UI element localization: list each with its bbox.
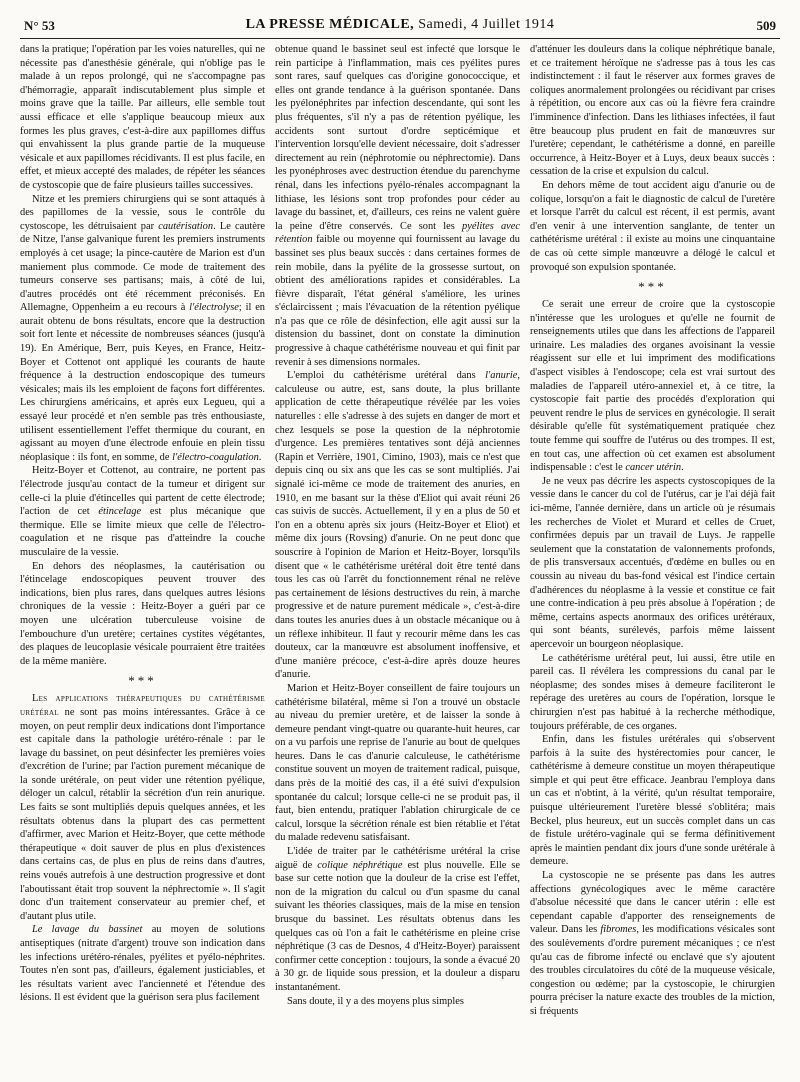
paragraph: Les applications thérapeutiques du cathétérisme urétéral ne sont pas moins intéressantes. Grâce à ce moyen, on peut remplir deux indications dont l'importance est capitale dans la pathologie urétéro-rénale : par le lavage du bassinet, on peut désinfecter les premières voies d'excrétion de l'urine; par l'action purement mécanique de la sonde urétérale, on peut vider une rétention pyélique, déloger un calcul, rétablir la sécrétion d'un rein anurique. Les faits se sont multipliés depuis quelques années, et les résultats obtenus dans la plupart des cas permettent d'affirmer, avec Marion et Heitz-Boyer, que cette méthode thérapeutique « doit sauver de plus en plus d'existences dans certains cas, de plus en plus de reins dans d'autres, reins voués autrefois à une destruction progressive et dont l'aboutissant était trop souvent la néphrectomie ». Il s'agit donc d'un traitement conservateur au premier chef, et d'autant plus utile.: [20, 693, 265, 922]
page-header: [20, 14, 780, 39]
paragraph: Heitz-Boyer et Cottenot, au contraire, ne portent pas l'électrode jusqu'au contact de la tumeur et dirigent sur celle-ci la pluie d'étincelles qui partent de cette électrode; l'action de cet étincelage est plus mécanique que thermique. Elle se limite mieux que celle de l'électro-coagulation et ne risque pas d'atteindre la couche musculaire de la vessie.: [20, 465, 265, 558]
page-number: 509: [756, 18, 776, 33]
paragraph: Marion et Heitz-Boyer conseillent de faire toujours un cathétérisme bilatéral, même si l'on a trouvé un obstacle au niveau du premier uretère, et de laisser la sonde à demeure pendant vingt-quatre ou quarante-huit heures, car on a vu parfois une reprise de l'anurie au bout de quelques heures. Dans le cas d'anurie calculeuse, le cathétérisme constitue souvent un moyen de traitement radical, puisque, dans près de la moitié des cas, il a été suivi d'expulsion spontanée du calcul; lorsque celle-ci ne se produit pas, il faut, bien entendu, pratiquer l'ablation chirurgicale de ce calcul, lorsque la sécrétion rénale est bien rétablie et l'état du malade redevenu satisfaisant.: [275, 682, 520, 844]
paragraph: obtenue quand le bassinet seul est infecté que lorsque le rein participe à l'inflammation, mais ces pyélites pures sont rares, sauf quelques cas d'origine gonococcique, et elles ont grande tendance à la guérison spontanée. Dans les pyélonéphrites par infection descendante, qui sont les plus fréquentes, s'il n'y a pas de rétention pyélique, les accidents sont surtout d'ordre septicémique et l'intervention lorsqu'elle devient nécessaire, doit s'adresser directement au rein (néphrotomie ou néphrectomie). Dans les pyonéphroses avec destruction étendue du parenchyme rénal, dans les infections pyélo-rénales accompagnant la lithiase, les lésions sont trop profondes pour céder au lavage du bassinet, et, d'ailleurs, ces reins ne valent guère la peine d'être conservés. Ce sont les pyélites avec rétention faible ou moyenne qui fournissent au lavage du bassinet ses plus beaux succès : dans certaines formes de rein mobile, dans la pyélite de la grossesse surtout, on obtient des améliorations rapides et considérables. La fièvre disparaît, l'état général s'améliore, les urines s'éclaircissent ; mais l'évacuation de la rétention pyélique n'a pas que ce rôle de désinfection, elle agit aussi sur la distension du bassinet, dont on constate la diminution progressive à chaque cathétérisme nouveau et qui finit par revenir à ses dimensions normales.: [275, 44, 520, 368]
paragraph: d'atténuer les douleurs dans la colique néphrétique banale, et ce traitement héroïque ne s'adresse pas à tous les cas indistinctement : il faut le réserver aux formes graves de coliques anormalement prolongées ou récidivant par crises à répétition, ou encore aux cas où la fièvre fera craindre l'imminence d'infection. Dans les lithiases infectées, il faut être beaucoup plus prudent en fait de manœuvres sur l'uretère; cependant, le cathétérisme a donné, en pareille occurrence, à Heitz-Boyer et à Luys, deux beaux succès : cessation de la crise et expulsion du calcul.: [530, 44, 775, 178]
masthead: [20, 17, 780, 33]
paragraph: En dehors même de tout accident aigu d'anurie ou de colique, lorsqu'on a fait le diagnostic de calcul de l'uretère et lorsque l'arrêt du calcul est récent, il est permis, avant d'en venir à une intervention sanglante, de tenter un cathétérisme urétéral : il existe au moins une cinquantaine de cas où cette simple manœuvre a délogé le calcul et provoqué son expulsion spontanée.: [530, 179, 775, 273]
column-2: [275, 43, 520, 1079]
paragraph: Sans doute, il y a des moyens plus simples: [287, 995, 464, 1007]
issue-number: N° 53: [24, 18, 55, 33]
column-1: [20, 43, 265, 1079]
paragraph: Le lavage du bassinet au moyen de solutions antiseptiques (nitrate d'argent) trouve son indication dans les infections urétéro-rénales, pyélites et pyélo-néphrites. Toutes n'en sont pas, d'ailleurs, également justiciables, et les résultats varient avec l'ancienneté et l'étendue des lésions. Il est évident que la guérison sera plus facilement: [20, 924, 265, 1004]
paragraph: Enfin, dans les fistules urétérales qui s'observent parfois à la suite des hystérectomies pour cancer, le cathétérisme à demeure constitue un moyen thérapeutique simple et qui peut être efficace. Jeanbrau l'employa dans un cas et n'obtint, à la vérité, qu'un résultat temporaire, puisque ultérieurement l'uretère blessé s'oblitéra; mais Beckel, plus heureux, eut un succès complet dans un cas de fistule urétéro-vaginale qui se ferma définitivement après le maintien pendant dix jours d'une sonde urétérale à demeure.: [530, 734, 775, 868]
columns: [20, 43, 780, 1079]
journal-name: LA PRESSE MÉDICALE,: [245, 17, 415, 32]
paragraph: En dehors des néoplasmes, la cautérisation ou l'étincelage endoscopiques peuvent trouver des indications, bien plus rares, dans quelques autres lésions chroniques de la vessie : Heitz-Boyer a guéri par ce moyen une ulcération tuberculeuse voisine de l'embouchure d'un uretère; certaines cystites végétantes, des plaques de leucoplasie vésicale pourraient être traitées de la même manière.: [20, 560, 265, 667]
paragraph: L'emploi du cathétérisme urétéral dans l'anurie, calculeuse ou autre, est, sans doute, la plus brillante application de cette thérapeutique révélée par les voies naturelles : elle s'adresse à des sujets en danger de mort et chez lesquels se pose la question de la néphrotomie d'urgence. Les premières tentatives sont déjà anciennes (Rapin et Verrière, 1901, Cimino, 1903), mais ce n'est que depuis cinq ou six ans que les cas se sont multipliés. J'ai signalé ici-même ce mode de traitement des anuries, en 1910, en me basant sur la thèse d'Eliot qui avait réuni 26 cas suivis de succès. Actuellement, il y en a plus de 50 et l'on en a obtenu après six jours (Heitz-Boyer et Eliot) et même dix jours (Rovsing) d'anurie. On ne peut donc que souscrire à l'opinion de Marion et Heitz-Boyer, lorsqu'ils disent que « le cathétérisme urétéral doit être tenté dans tous les cas où l'arrêt du fonctionnement rénal ne relève pas certainement de lésions destructives du rein, à marche progressive et de nature purement médicale », c'est-à-dire dans toutes les anuries dues à un obstacle mécanique ou à un réflexe inhibiteur. Il faut y recourir même dans les cas douteux, car la manœuvre est absolument inoffensive, et d'une manière précoce, c'est-à-dire après douze heures d'anurie.: [275, 370, 520, 681]
section-separator: ***: [128, 673, 157, 689]
paragraph: Ce serait une erreur de croire que la cystoscopie n'intéresse que les urologues et qu'elle ne fournit de renseignements utiles que dans les affections de l'appareil urinaire. Les maladies des organes avoisinant la vessie réagissent sur elle et lui impriment des modifications d'aspect visibles à l'endoscope; cela est vrai surtout des maladies de l'appareil utéro-annexiel et, à ce titre, la cystoscopie fait partie des procédés d'exploration qui peuvent rendre le plus de services en gynécologie. Il serait désirable qu'elle fût systématiquement pratiquée chez toute femme qui souffre de l'utérus ou des trompes. Il est, en tout cas, une affection où cet examen est absolument indispensable : c'est le cancer utérin.: [530, 299, 775, 474]
column-3: [530, 43, 775, 1079]
paragraph: Nitze et les premiers chirurgiens qui se sont attaqués à des papillomes de la vessie, sous le contrôle du cystoscope, les détruisaient par cautérisation. Le cautère de Nitze, l'anse galvanique furent les premiers instruments employés à cet usage; la pince-cautère de Marion est d'un maniement plus commode. Ce mode de traitement des tumeurs conserve ses partisans; mais, à côté de lui, d'autres procédés ont été récemment préconisés. En Allemagne, Oppenheim a eu recours à l'électrolyse; il en aurait obtenu de bons résultats, encore que la destruction soit fort lente et nécessite de nombreuses séances (jusqu'à 19). En Amérique, Berr, puis Keyes, en France, Heitz-Boyer et Cottenot ont appliqué les courants de haute fréquence à la destruction endoscopique des tumeurs vésicales; mais ils les emploient de façons fort différentes. Les chirurgiens américains, et après eux Legueu, qui a essayé leur procédé et n'en semble pas très enthousiaste, utilisent essentiellement l'effet thermique du courant, en agissant au moyen d'une électrode enfouie en plein tissu néoplasique : ils font, en somme, de l'électro-coagulation.: [20, 193, 265, 463]
paragraph: Le cathétérisme urétéral peut, lui aussi, être utile en pareil cas. Il révélera les compressions du canal par le néoplasme; des sondes mises à demeure faciliteront le repérage des uretères au cours de l'opération, lorsque le chirurgien n'est pas habitué à la recherche méthodique, toujours préférable, de ces organes.: [530, 652, 775, 732]
paragraph: dans la pratique; l'opération par les voies naturelles, qui ne nécessite pas d'anesthésie générale, qui n'oblige pas le malade à un repos prolongé, qui ne s'accompagne pas d'hémorragie, apparaît indiscutablement plus simple et moins grave que la taille. Par ailleurs, elle semble tout aussi efficace et elle s'applique beaucoup mieux aux formes les plus graves, c'est-à-dire aux papillomes diffus qui envahissent la plus grande partie de la muqueuse vésicale et aux papillomes récidivants. Il est plus facile, en effet, et mieux accepté des malades, de répéter les séances de cystoscopie que de faire plusieurs tailles successives.: [20, 44, 265, 191]
paragraph: La cystoscopie ne se présente pas dans les autres affections gynécologiques avec le même caractère d'absolue nécessité que dans le cancer utérin : elle est cependant capable d'apporter des renseignements de valeur. Dans les fibromes, les modifications vésicales sont des soulèvements d'ordre purement mécaniques ; ce n'est qu'au cas de fibrome infecté ou enclavé que s'y ajoutent des troubles circulatoires du côté de la muqueuse vésicale, congestion ou œdème; par la cystoscopie, le chirurgien pourra préciser la nature exacte des troubles de la miction, si fréquents: [530, 870, 775, 1017]
issue-date: Samedi, 4 Juillet 1914: [418, 17, 555, 32]
section-separator: ***: [638, 279, 667, 295]
paragraph: L'idée de traiter par le cathétérisme urétéral la crise aiguë de colique néphrétique est plus nouvelle. Elle se base sur cette notion que la douleur de la crise est l'effet, non de la migration du calcul ou d'un spasme du canal suivant les théories classiques, mais de la mise en tension brusque du bassinet. Les résultats obtenus dans les quelques cas où l'on a fait le cathétérisme en pleine crise néphrétique (3 cas de Desnos, 4 d'Heitz-Boyer) paraissent confirmer cette conception : toujours, la sonde a évacué 20 à 30 gr. de liquide sous pression, et la douleur a disparu instantanément.: [275, 846, 520, 993]
paragraph: Je ne veux pas décrire les aspects cystoscopiques de la vessie dans le cancer du col de l'utérus, car je l'ai déjà fait ici-même, l'année dernière, dans un article où je résumais les recherches de Violet et Murard et celles de Cruet, confirmées depuis par un travail de Luys. Je rappelle seulement que la constatation de valonnements profonds, de plis transversaux accentués, d'œdème en bulles ou en coussin au niveau du bas-fond vésical est l'indice certain d'adhérences du néoplasme à la vessie et constitue ce fait une contre-indication à peu près absolue à l'opération ; de même, certains aspects anormaux des orifices urétéraux, qui sont béants, surélevés, parfois même laissent apercevoir un bourgeon néoplasique.: [530, 475, 775, 650]
